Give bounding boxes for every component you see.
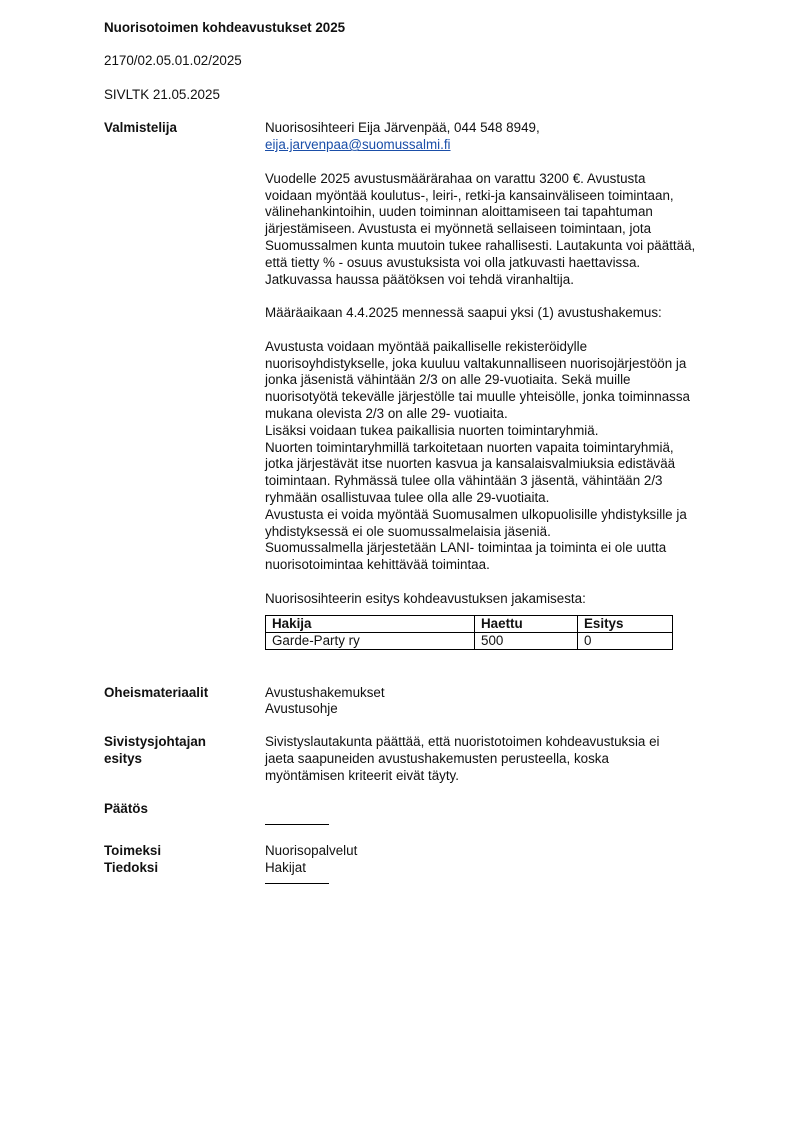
oheismateriaalit-section: [104, 685, 744, 719]
meeting-reference: SIVLTK 21.05.2025: [104, 86, 220, 102]
budget-paragraph: Vuodelle 2025 avustusmäärärahaa on varattu 3200 €. Avustusta voidaan myöntää koulutus-, leiri-, retki-ja kansainväliseen toimintaan, välinehankintoihin, uuden toiminnan aloittamiseen tai tapahtuman järjestämiseen. Avustusta ei myönnetä sellaiseen toimintaan, jota Suomussalmen kunta muutoin tukee rahallisesti. Lautakunta voi päättää, että tietty % - osuus avustuksista voi olla jatkuvasti haettavissa. Jatkuvassa haussa päätöksen voi tehdä viranhaltija.: [265, 170, 696, 287]
esitys-content: [265, 734, 735, 784]
paatos-section: [104, 801, 744, 825]
paatos-blank: [265, 801, 735, 824]
paatos-divider: [265, 824, 329, 825]
preparer-email-link[interactable]: eija.jarvenpaa@suomussalmi.fi: [265, 137, 451, 153]
column-header-proposal: Esitys: [578, 615, 673, 632]
toimeksi-section: [104, 843, 744, 860]
table-row: [266, 632, 673, 649]
esitys-text: Sivistyslautakunta päättää, että nuoristotoimen kohdeavustuksia ei jaeta saapuneiden avustushakemusten perusteella, koska myöntämisen kriteerit eivät täyty.: [265, 734, 660, 783]
toimeksi-label: Toimeksi: [104, 843, 162, 859]
diary-number: 2170/02.05.01.02/2025: [104, 52, 242, 68]
esitys-section: [104, 734, 744, 784]
oheismateriaalit-content: [265, 685, 735, 719]
paatos-label: Päätös: [104, 801, 148, 817]
document-title: Nuorisotoimen kohdeavustukset 2025: [104, 20, 346, 35]
esitys-label: [104, 734, 265, 768]
cell-applicant: Garde-Party ry: [266, 632, 475, 649]
cell-proposal: 0: [578, 632, 673, 649]
tiedoksi-section: [104, 860, 744, 884]
esitys-label-line1: Sivistysjohtajan: [104, 734, 206, 750]
table-header-row: [266, 615, 673, 632]
oheismateriaalit-label: Oheismateriaalit: [104, 684, 209, 700]
preparer-contact: Nuorisosihteeri Eija Järvenpää, 044 548 8949,: [265, 120, 540, 136]
tiedoksi-divider: [265, 883, 329, 884]
proposal-intro: Nuorisosihteerin esitys kohdeavustuksen jakamisesta:: [265, 590, 586, 606]
preparer-email-line: [265, 137, 735, 154]
tiedoksi-value: Hakijat: [265, 860, 306, 876]
valmistelija-label: Valmistelija: [104, 120, 177, 136]
column-header-applicant: Hakija: [266, 615, 475, 632]
esitys-label-line2: esitys: [104, 750, 142, 766]
toimeksi-value: Nuorisopalvelut: [265, 843, 358, 859]
attachment-item: Avustusohje: [265, 701, 338, 717]
tiedoksi-content: [265, 860, 735, 884]
applications-table: [265, 615, 673, 650]
document-page: [104, 20, 744, 884]
criteria-paragraph: Avustusta voidaan myöntää paikalliselle rekisteröidylle nuorisoyhdistykselle, joka kuuluu valtakunnalliseen nuorisojärjestöön ja jonka jäsenistä vähintään 2/3 on alle 29-vuotiaita. Sekä muille nuorisotyötä tekevälle järjestölle tai muulle yhteisölle, jonka toiminnassa mukana olevista 2/3 on alle 29- vuotiaita. Lisäksi voidaan tukea paikallisia nuorten toimintaryhmiä. Nuorten toimintaryhmillä tarkoitetaan nuorten vapaita toimintaryhmiä, jotka järjestävät itse nuorten kasvua ja kansalaisvalmiuksia edistävää toimintaan. Ryhmässä tulee olla vähintään 3 jäsentä, vähintään 2/3 ryhmään osallistuvaa tulee olla alle 29-vuotiaita. Avustusta ei voida myöntää Suomusalmen ulkopuolisille yhdistyksille ja yhdistyksessä ei ole suomussalmelaisia jäseniä. Suomussalmella järjestetään LANI- toimintaa ja toiminta ei ole uutta nuorisotoimintaa kehittävää toimintaa.: [265, 338, 691, 573]
attachment-item: Avustushakemukset: [265, 684, 385, 700]
valmistelija-content: [265, 120, 735, 649]
paatos-content: [265, 801, 735, 825]
column-header-requested: Haettu: [475, 615, 578, 632]
cell-requested: 500: [475, 632, 578, 649]
deadline-paragraph: Määräaikaan 4.4.2025 mennessä saapui yksi (1) avustushakemus:: [265, 305, 662, 321]
tiedoksi-spacer: [265, 877, 735, 883]
valmistelija-section: [104, 120, 744, 649]
tiedoksi-label: Tiedoksi: [104, 860, 159, 876]
